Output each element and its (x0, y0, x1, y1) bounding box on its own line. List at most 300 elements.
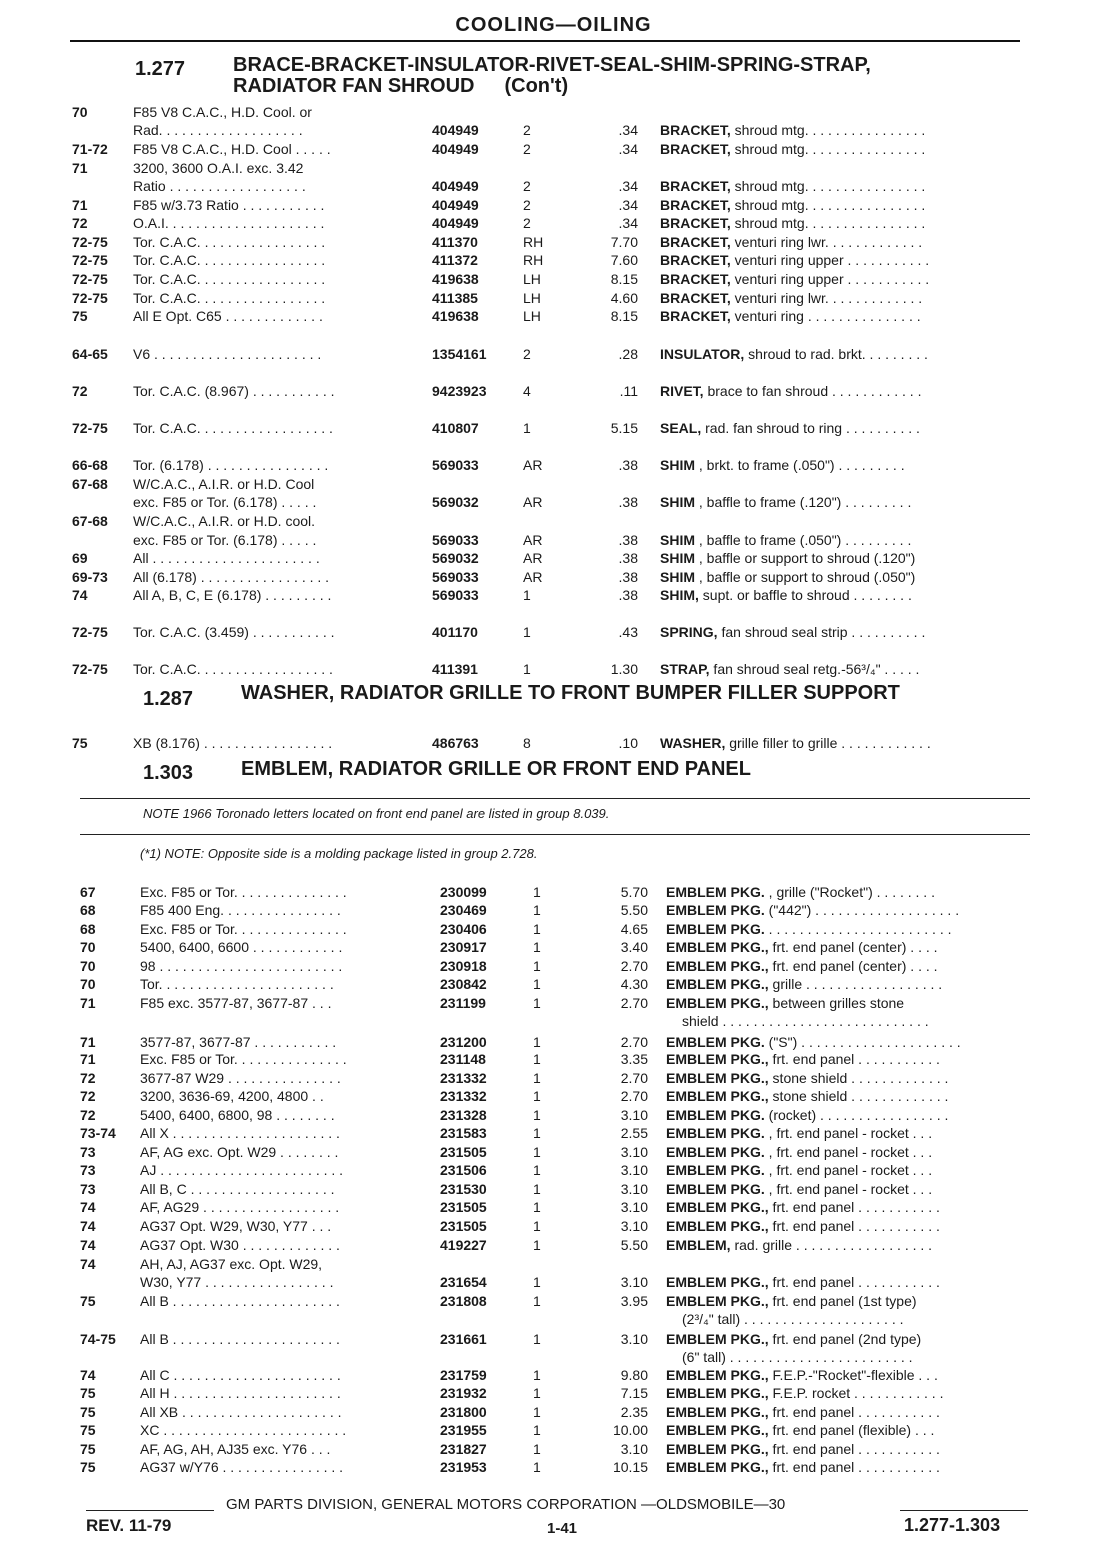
part-name: EMBLEM PKG., (666, 1367, 769, 1383)
description-cell (682, 1310, 1030, 1329)
quantity-cell: 1 (533, 902, 541, 918)
part-number-cell: 230469 (440, 902, 487, 918)
quantity-cell: 1 (533, 1331, 541, 1347)
application-cell: Tor. C.A.C. . . . . . . . . . . . . . . . . . (133, 420, 333, 436)
description-cell (660, 586, 1030, 605)
application-cell: Rad. . . . . . . . . . . . . . . . . . . (133, 122, 303, 138)
part-description: shroud mtg. . . . . . . . . . . . . . . . (730, 197, 926, 213)
part-number-cell: 411391 (432, 661, 478, 677)
table-row (0, 901, 1107, 920)
part-name: SPRING, (660, 624, 718, 640)
description-cell (666, 901, 1030, 920)
description-cell (666, 1087, 1030, 1106)
year-cell: 75 (80, 1422, 96, 1438)
price-cell: 2.70 (620, 958, 648, 974)
part-name: EMBLEM PKG., (666, 1293, 769, 1309)
year-cell: 74 (80, 1218, 96, 1234)
part-number-cell: 404949 (432, 178, 479, 194)
price-cell: 7.70 (610, 234, 638, 250)
quantity-cell: 1 (533, 1181, 541, 1197)
description-cell (666, 1458, 1030, 1477)
part-name: EMBLEM PKG. (666, 1107, 765, 1123)
year-cell: 75 (80, 1385, 96, 1401)
application-cell: F85 exc. 3577-87, 3677-87 . . . (140, 995, 332, 1011)
part-description: venturi ring upper . . . . . . . . . . . (730, 271, 930, 287)
application-cell: Ratio . . . . . . . . . . . . . . . . . . (133, 178, 306, 194)
price-cell: 3.10 (620, 1144, 648, 1160)
page-number: 1-41 (547, 1520, 578, 1537)
table-row (0, 1348, 1107, 1367)
price-cell: 8.15 (610, 308, 638, 324)
application-cell: exc. F85 or Tor. (6.178) . . . . . (133, 532, 317, 548)
application-cell: 5400, 6400, 6600 . . . . . . . . . . . . (140, 939, 343, 955)
part-name: EMBLEM PKG., (666, 1070, 769, 1086)
description-cell (660, 307, 1030, 326)
year-cell: 72-75 (72, 420, 108, 436)
description-cell (660, 456, 1030, 475)
part-name: INSULATOR, (660, 346, 745, 362)
table-row (0, 1421, 1107, 1440)
quantity-cell: 1 (533, 1218, 541, 1234)
table-row (0, 214, 1107, 233)
part-number-cell: 231199 (440, 995, 486, 1011)
quantity-cell: 1 (533, 1051, 541, 1067)
application-cell: W/C.A.C., A.I.R. or H.D. cool. (133, 513, 316, 529)
part-number-cell: 231505 (440, 1218, 487, 1234)
application-cell: W30, Y77 . . . . . . . . . . . . . . . . . (140, 1274, 334, 1290)
table-row (0, 1143, 1107, 1162)
part-number-cell: 231505 (440, 1199, 487, 1215)
part-name: BRACKET, (660, 308, 731, 324)
application-cell: F85 400 Eng. . . . . . . . . . . . . . . . (140, 902, 341, 918)
part-number-cell: 231955 (440, 1422, 487, 1438)
part-number-cell: 231505 (440, 1144, 487, 1160)
price-cell: 4.30 (620, 976, 648, 992)
year-cell: 71 (80, 1034, 96, 1050)
table-row (0, 1180, 1107, 1199)
description-cell (660, 233, 1030, 252)
part-description: shroud mtg. . . . . . . . . . . . . . . . (730, 141, 926, 157)
price-cell: 9.80 (620, 1367, 648, 1383)
year-cell: 71-72 (72, 141, 108, 157)
section-number: 1.287 (143, 688, 194, 710)
part-name: SEAL, (660, 420, 702, 436)
description-cell (666, 1292, 1030, 1311)
part-name: EMBLEM PKG. (666, 1144, 765, 1160)
part-number-cell: 404949 (432, 141, 479, 157)
table-row (0, 994, 1107, 1013)
part-description: frt. end panel (flexible) . . . (768, 1422, 935, 1438)
application-cell: All X . . . . . . . . . . . . . . . . . . . . . . (140, 1125, 340, 1141)
application-cell: AF, AG, AH, AJ35 exc. Y76 . . . (140, 1441, 331, 1457)
price-cell: 3.10 (620, 1218, 648, 1234)
price-cell: 1.30 (610, 661, 638, 677)
part-number-cell: 486763 (432, 735, 479, 751)
price-cell: .11 (619, 383, 638, 399)
price-cell: 3.10 (620, 1162, 648, 1178)
description-cell (682, 1012, 1030, 1031)
part-name: SHIM (660, 532, 695, 548)
application-cell: AG37 Opt. W30 . . . . . . . . . . . . . (140, 1237, 340, 1253)
table-row (0, 140, 1107, 159)
price-cell: 2.70 (620, 1034, 648, 1050)
part-description: frt. end panel . . . . . . . . . . . (768, 1199, 940, 1215)
part-number-cell: 230918 (440, 958, 487, 974)
application-cell: All . . . . . . . . . . . . . . . . . . . . . . (133, 550, 320, 566)
quantity-cell: 1 (533, 958, 541, 974)
table-row (0, 1310, 1107, 1329)
year-cell: 75 (80, 1404, 96, 1420)
part-description: grille filler to grille . . . . . . . . . . . . (725, 735, 931, 751)
part-name: SHIM (660, 550, 695, 566)
quantity-cell: LH (523, 308, 541, 324)
year-cell: 72-75 (72, 290, 108, 306)
table-row (0, 345, 1107, 364)
table-row (0, 177, 1107, 196)
table-row (0, 1366, 1107, 1385)
part-name: EMBLEM PKG. (666, 1125, 765, 1141)
year-cell: 64-65 (72, 346, 108, 362)
application-cell: Tor. (6.178) . . . . . . . . . . . . . . . . (133, 457, 329, 473)
application-cell: Exc. F85 or Tor. . . . . . . . . . . . . . . (140, 1051, 347, 1067)
part-name: EMBLEM PKG. (666, 902, 765, 918)
year-cell: 68 (80, 902, 96, 918)
year-cell: 74 (80, 1256, 96, 1272)
price-cell: .34 (618, 215, 638, 231)
part-number-cell: 569033 (432, 457, 479, 473)
header-rule (70, 40, 1020, 42)
table-row (0, 270, 1107, 289)
part-number-cell: 419227 (440, 1237, 487, 1253)
price-cell: 3.35 (620, 1051, 648, 1067)
table-row (0, 1050, 1107, 1069)
price-cell: 2.55 (620, 1125, 648, 1141)
price-cell: 3.10 (620, 1107, 648, 1123)
description-cell (666, 883, 1030, 902)
part-description: , baffle or support to shroud (.050") (695, 569, 916, 585)
price-cell: 3.10 (620, 1274, 648, 1290)
table-row (0, 938, 1107, 957)
divider (80, 834, 1030, 835)
application-cell: V6 . . . . . . . . . . . . . . . . . . . . . . (133, 346, 322, 362)
part-description: frt. end panel (1st type) (768, 1293, 917, 1309)
price-cell: .38 (618, 532, 638, 548)
description-cell (666, 1198, 1030, 1217)
description-cell (660, 549, 1030, 568)
description-cell (666, 1403, 1030, 1422)
quantity-cell: 1 (533, 1125, 541, 1141)
section-title: WASHER, RADIATOR GRILLE TO FRONT BUMPER FILLER SUPPORT (241, 682, 900, 704)
price-cell: 5.50 (620, 902, 648, 918)
quantity-cell: 4 (523, 383, 531, 399)
part-number-cell: 231827 (440, 1441, 487, 1457)
part-name: EMBLEM PKG., (666, 1459, 769, 1475)
application-cell: Tor. C.A.C. . . . . . . . . . . . . . . . . (133, 234, 326, 250)
revision-label: REV. 11-79 (86, 1516, 172, 1535)
part-number-cell: 231148 (440, 1051, 486, 1067)
quantity-cell: 1 (533, 1293, 541, 1309)
price-cell: .34 (618, 122, 638, 138)
application-cell: F85 w/3.73 Ratio . . . . . . . . . . . (133, 197, 325, 213)
quantity-cell: 1 (523, 420, 531, 436)
application-cell: XC . . . . . . . . . . . . . . . . . . . . . . . . (140, 1422, 347, 1438)
description-cell (660, 623, 1030, 642)
part-description: frt. end panel . . . . . . . . . . . (768, 1459, 940, 1475)
part-description: frt. end panel . . . . . . . . . . . (768, 1051, 940, 1067)
part-description: stone shield . . . . . . . . . . . . . (768, 1088, 949, 1104)
part-description: , frt. end panel - rocket . . . (764, 1144, 933, 1160)
application-cell: AJ . . . . . . . . . . . . . . . . . . . . . . . . (140, 1162, 344, 1178)
year-cell: 72 (80, 1107, 96, 1123)
part-name: EMBLEM PKG., (666, 1088, 769, 1104)
year-cell: 70 (80, 939, 96, 955)
section-title-line2-text: RADIATOR FAN SHROUD (233, 75, 475, 97)
table-row (0, 1330, 1107, 1349)
table-row (0, 1292, 1107, 1311)
table-row (0, 419, 1107, 438)
part-description: ("442") . . . . . . . . . . . . . . . . . . . (764, 902, 960, 918)
table-row (0, 1087, 1107, 1106)
part-description: frt. end panel . . . . . . . . . . . (768, 1218, 940, 1234)
description-cell (660, 251, 1030, 270)
year-cell: 75 (80, 1459, 96, 1475)
table-row (0, 1255, 1107, 1274)
part-description: , grille ("Rocket") . . . . . . . . (764, 884, 935, 900)
table-row (0, 957, 1107, 976)
section-title-line1: BRACE-BRACKET-INSULATOR-RIVET-SEAL-SHIM-SPRING-STRAP, (233, 54, 871, 76)
table-row (0, 456, 1107, 475)
year-cell: 71 (72, 160, 88, 176)
price-cell: .38 (618, 494, 638, 510)
section-title-line2 (233, 76, 871, 97)
description-cell (660, 568, 1030, 587)
part-name: EMBLEM PKG. (666, 921, 765, 937)
page-header: COOLING—OILING (455, 14, 652, 36)
part-name: EMBLEM PKG., (666, 1051, 769, 1067)
price-cell: 5.70 (620, 884, 648, 900)
quantity-cell: 1 (533, 1422, 541, 1438)
year-cell: 71 (72, 197, 88, 213)
year-cell: 74 (80, 1237, 96, 1253)
description-cell (666, 1366, 1030, 1385)
application-cell: W/C.A.C., A.I.R. or H.D. Cool (133, 476, 315, 492)
part-description: (rocket) . . . . . . . . . . . . . . . . . (764, 1107, 949, 1123)
part-number-cell: 404949 (432, 215, 479, 231)
year-cell: 69-73 (72, 569, 108, 585)
year-cell: 75 (72, 308, 88, 324)
description-cell (666, 1106, 1030, 1125)
section-number: 1.277 (135, 58, 186, 80)
table-row (0, 1198, 1107, 1217)
part-number-cell: 411370 (432, 234, 478, 250)
year-cell: 73 (80, 1181, 96, 1197)
part-description: venturi ring lwr. . . . . . . . . . . . . (730, 290, 923, 306)
year-cell: 72-75 (72, 234, 108, 250)
price-cell: .38 (618, 587, 638, 603)
table-row (0, 920, 1107, 939)
description-cell (660, 177, 1030, 196)
quantity-cell: AR (523, 550, 543, 566)
part-description: , baffle or support to shroud (.120") (695, 550, 916, 566)
year-cell: 74 (80, 1367, 96, 1383)
part-number-cell: 231332 (440, 1070, 487, 1086)
quantity-cell: AR (523, 457, 543, 473)
application-cell: F85 V8 C.A.C., H.D. Cool . . . . . (133, 141, 331, 157)
quantity-cell: 1 (533, 1274, 541, 1290)
description-cell (666, 1050, 1030, 1069)
price-cell: 8.15 (610, 271, 638, 287)
year-cell: 73-74 (80, 1125, 116, 1141)
table-row (0, 196, 1107, 215)
part-description: brace to fan shroud . . . . . . . . . . . . (703, 383, 922, 399)
table-row (0, 233, 1107, 252)
description-cell (660, 660, 1030, 679)
year-cell: 67 (80, 884, 96, 900)
note-toronado: NOTE 1966 Toronado letters located on front end panel are listed in group 8.039. (143, 806, 610, 821)
price-cell: 3.95 (620, 1293, 648, 1309)
table-row (0, 568, 1107, 587)
part-number-cell: 231506 (440, 1162, 487, 1178)
application-cell: 3200, 3636-69, 4200, 4800 . . (140, 1088, 324, 1104)
part-number-cell: 411372 (432, 252, 478, 268)
part-description: , frt. end panel - rocket . . . (764, 1125, 933, 1141)
description-cell (660, 270, 1030, 289)
quantity-cell: 1 (533, 1199, 541, 1215)
quantity-cell: 1 (533, 1367, 541, 1383)
table-row (0, 734, 1107, 753)
part-name: EMBLEM PKG., (666, 1218, 769, 1234)
table-row (0, 1440, 1107, 1459)
description-cell (666, 975, 1030, 994)
part-name: STRAP, (660, 661, 710, 677)
price-cell: 2.70 (620, 995, 648, 1011)
part-description: frt. end panel . . . . . . . . . . . (768, 1274, 940, 1290)
part-name: EMBLEM PKG., (666, 995, 769, 1011)
quantity-cell: AR (523, 494, 543, 510)
price-cell: 10.00 (612, 1422, 648, 1438)
quantity-cell: 1 (533, 1404, 541, 1420)
application-cell: Tor. C.A.C. (8.967) . . . . . . . . . . . (133, 383, 335, 399)
part-name: EMBLEM PKG., (666, 1199, 769, 1215)
section-number: 1.303 (143, 762, 194, 784)
part-name: EMBLEM PKG. (666, 1034, 765, 1050)
part-description: frt. end panel . . . . . . . . . . . (768, 1441, 940, 1457)
part-description: rad. fan shroud to ring . . . . . . . . . . (701, 420, 920, 436)
part-description: frt. end panel (center) . . . . (768, 958, 938, 974)
part-description: ("S") . . . . . . . . . . . . . . . . . . . . . (764, 1034, 961, 1050)
description-cell (660, 289, 1030, 308)
part-number-cell: 231932 (440, 1385, 487, 1401)
description-cell (666, 1124, 1030, 1143)
description-cell (660, 121, 1030, 140)
description-cell (666, 1143, 1030, 1162)
part-name: BRACKET, (660, 178, 731, 194)
part-name: BRACKET, (660, 252, 731, 268)
part-description: venturi ring upper . . . . . . . . . . . (730, 252, 930, 268)
price-cell: 2.35 (620, 1404, 648, 1420)
quantity-cell: 8 (523, 735, 531, 751)
part-name: EMBLEM PKG., (666, 1422, 769, 1438)
part-name: BRACKET, (660, 141, 731, 157)
description-cell (666, 957, 1030, 976)
quantity-cell: 1 (523, 624, 531, 640)
part-name: SHIM (660, 494, 695, 510)
year-cell: 72 (72, 215, 88, 231)
part-name: EMBLEM PKG., (666, 958, 769, 974)
description-cell (660, 140, 1030, 159)
part-name: BRACKET, (660, 122, 731, 138)
table-row (0, 493, 1107, 512)
application-cell: Tor. C.A.C. . . . . . . . . . . . . . . . . (133, 290, 326, 306)
part-number-cell: 230099 (440, 884, 487, 900)
description-cell (666, 1384, 1030, 1403)
part-number-cell: 231583 (440, 1125, 487, 1141)
year-cell: 67-68 (72, 513, 108, 529)
price-cell: 5.50 (620, 1237, 648, 1253)
application-cell: Exc. F85 or Tor. . . . . . . . . . . . . . . (140, 921, 347, 937)
application-cell: Tor. . . . . . . . . . . . . . . . . . . . . . . (140, 976, 334, 992)
quantity-cell: 1 (533, 976, 541, 992)
part-description: venturi ring lwr. . . . . . . . . . . . . (730, 234, 923, 250)
part-description: frt. end panel . . . . . . . . . . . (768, 1404, 940, 1420)
table-row (0, 1124, 1107, 1143)
description-cell (660, 214, 1030, 233)
part-number-cell: 231332 (440, 1088, 487, 1104)
quantity-cell: AR (523, 532, 543, 548)
quantity-cell: LH (523, 271, 541, 287)
price-cell: .34 (618, 141, 638, 157)
part-description: between grilles stone (768, 995, 905, 1011)
part-name: BRACKET, (660, 290, 731, 306)
part-description: grille . . . . . . . . . . . . . . . . . . (768, 976, 943, 992)
description-cell (666, 1273, 1030, 1292)
quantity-cell: 2 (523, 122, 531, 138)
table-row (0, 1069, 1107, 1088)
year-cell: 74 (72, 587, 88, 603)
part-number-cell: 569033 (432, 587, 479, 603)
part-name: WASHER, (660, 735, 726, 751)
table-row (0, 1217, 1107, 1236)
part-description: shroud mtg. . . . . . . . . . . . . . . . (730, 215, 926, 231)
application-cell: All B, C . . . . . . . . . . . . . . . . . . . (140, 1181, 335, 1197)
part-number-cell: 231530 (440, 1181, 487, 1197)
table-row (0, 289, 1107, 308)
table-row (0, 1012, 1107, 1031)
part-number-cell: 569032 (432, 550, 479, 566)
year-cell: 75 (72, 735, 88, 751)
part-description: , frt. end panel - rocket . . . (764, 1181, 933, 1197)
application-cell: O.A.I. . . . . . . . . . . . . . . . . . . . . (133, 215, 325, 231)
table-row (0, 883, 1107, 902)
year-cell: 70 (80, 958, 96, 974)
year-cell: 68 (80, 921, 96, 937)
part-description: stone shield . . . . . . . . . . . . . (768, 1070, 949, 1086)
table-row (0, 121, 1107, 140)
part-description: F.E.P.-"Rocket"-flexible . . . (768, 1367, 938, 1383)
year-cell: 70 (80, 976, 96, 992)
quantity-cell: 1 (533, 1144, 541, 1160)
year-cell: 72-75 (72, 661, 108, 677)
application-cell: All C . . . . . . . . . . . . . . . . . . . . . . (140, 1367, 341, 1383)
year-cell: 74-75 (80, 1331, 116, 1347)
quantity-cell: 2 (523, 197, 531, 213)
application-cell: All E Opt. C65 . . . . . . . . . . . . . (133, 308, 323, 324)
description-cell (666, 938, 1030, 957)
part-description: venturi ring . . . . . . . . . . . . . . . (730, 308, 921, 324)
description-cell (660, 196, 1030, 215)
quantity-cell: 1 (533, 995, 541, 1011)
application-cell: All B . . . . . . . . . . . . . . . . . . . . . . (140, 1331, 340, 1347)
